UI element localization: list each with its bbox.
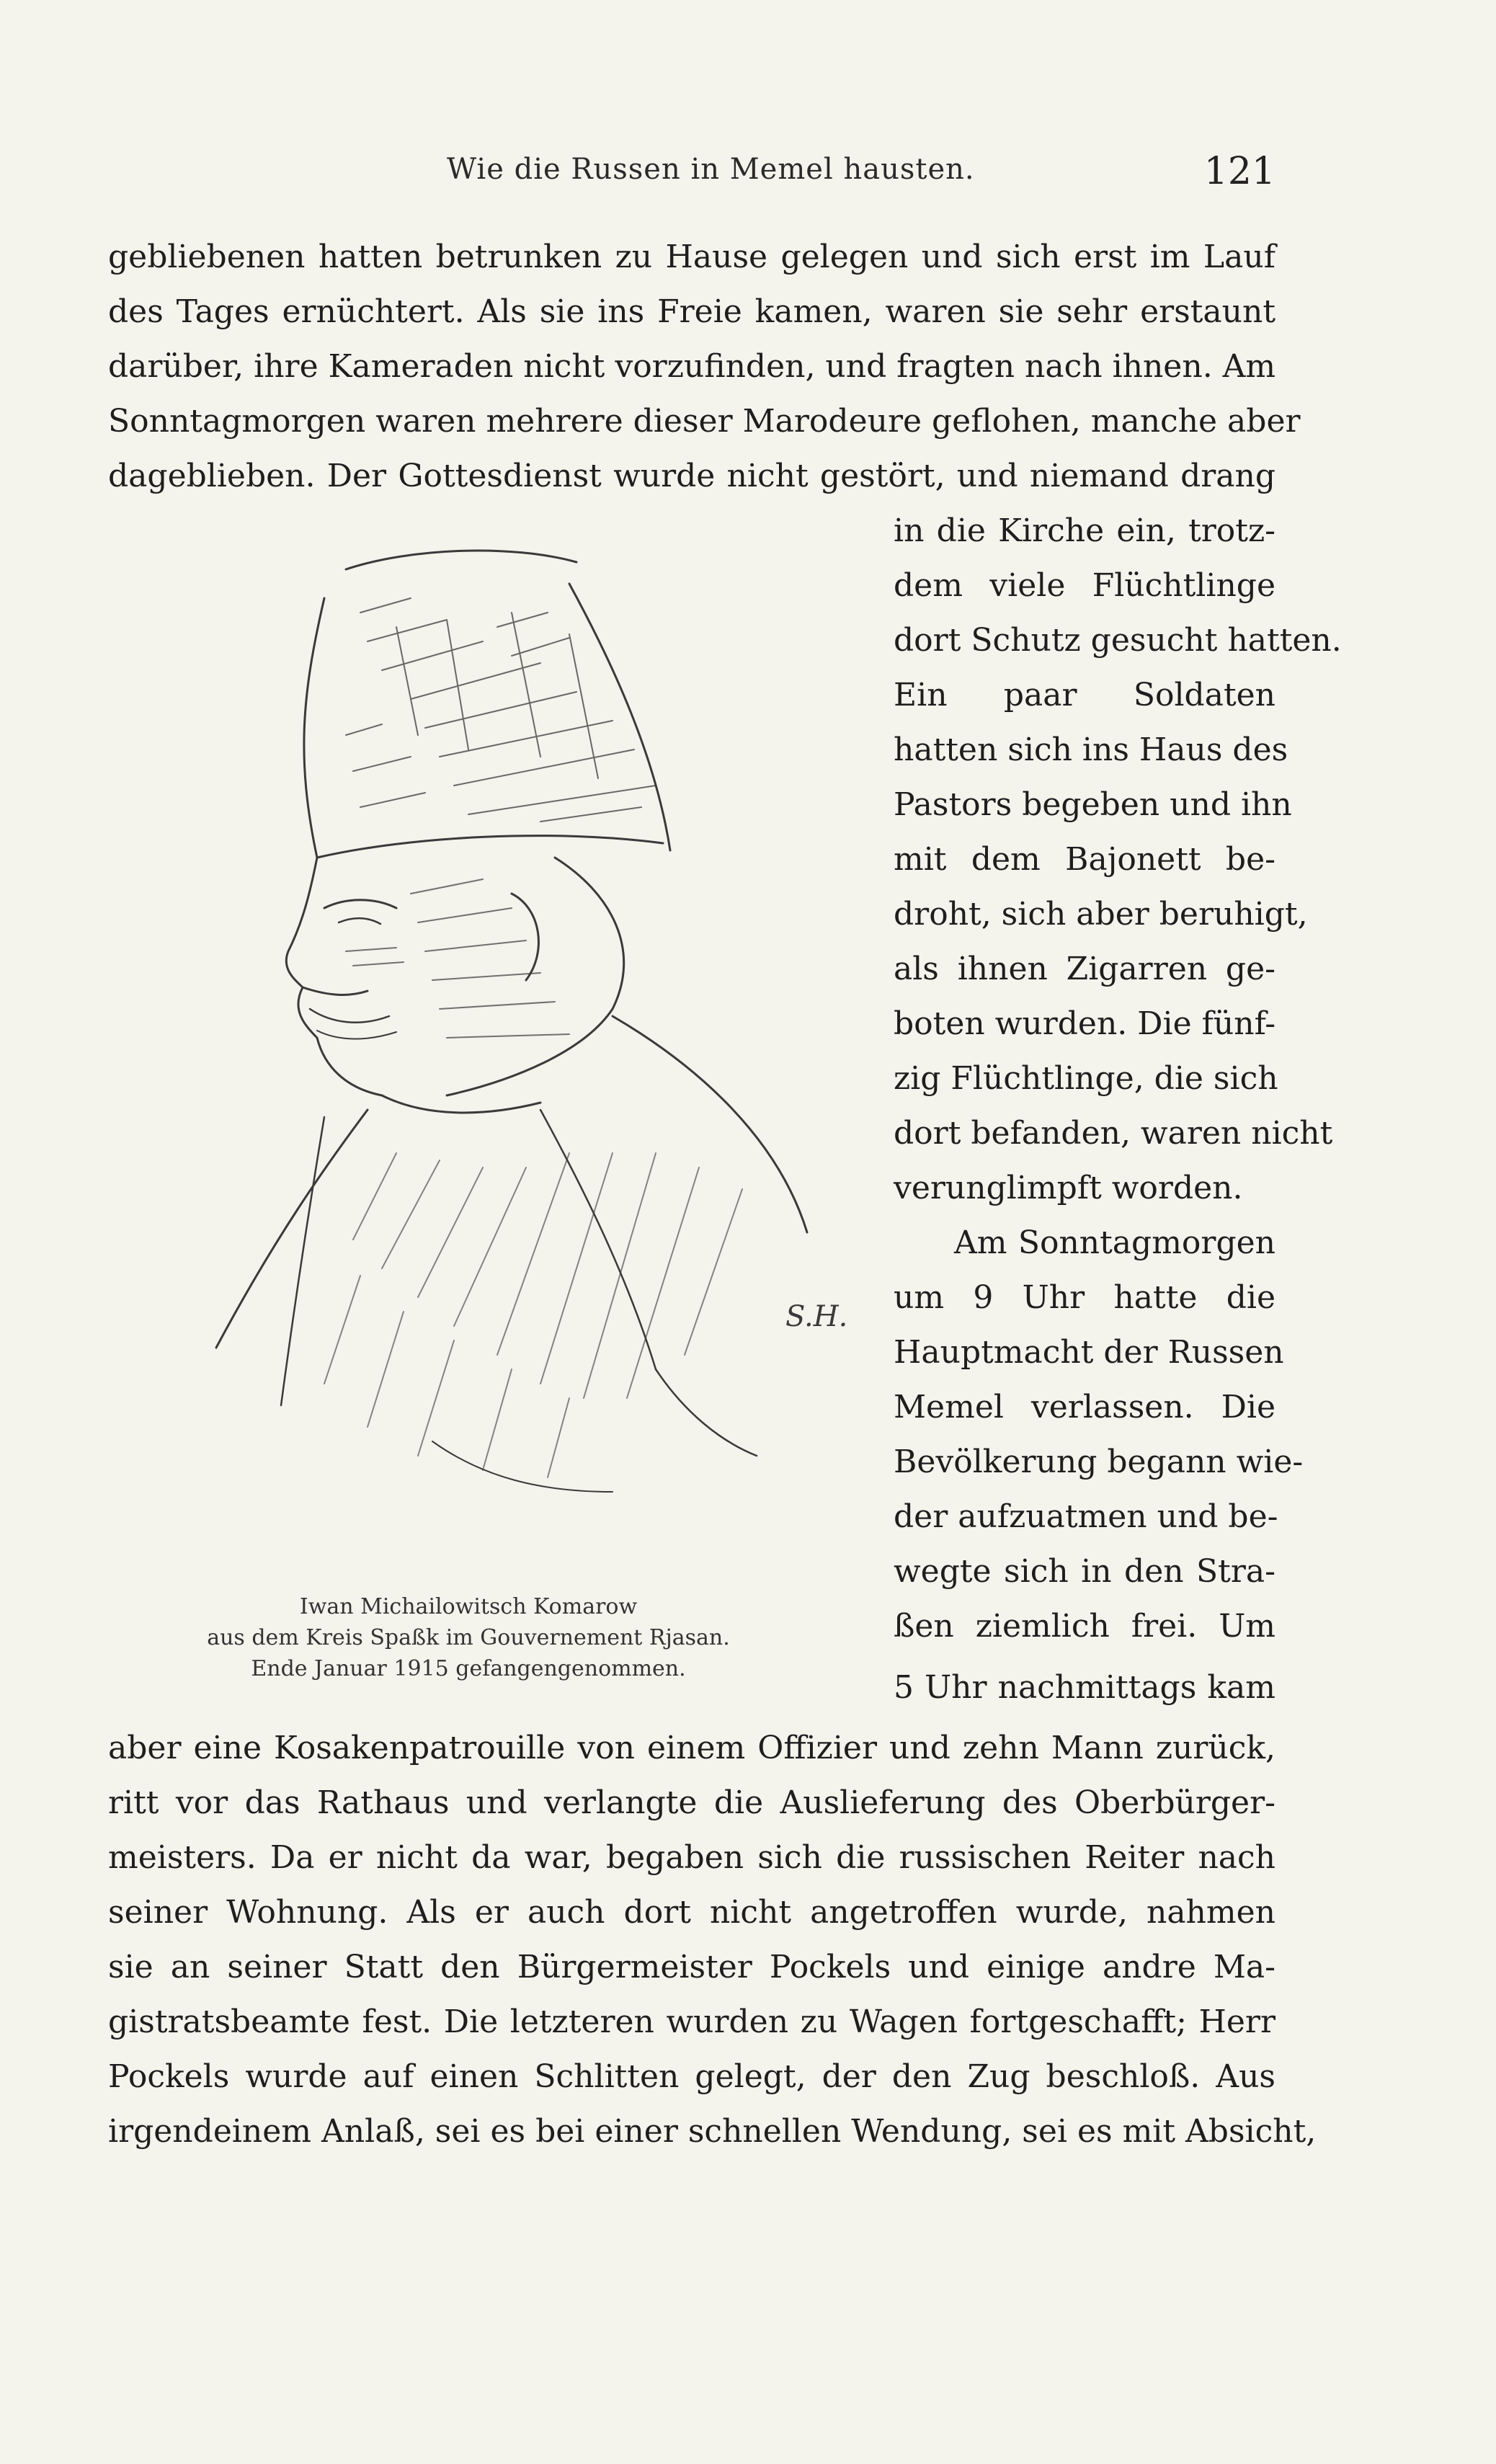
figure-caption-line: aus dem Kreis Spaßk im Gouvernement Rjasan. — [207, 1625, 730, 1650]
text-line: als ihnen Zigarren ge- — [894, 951, 1275, 987]
text-line: mit dem Bajonett be- — [894, 841, 1275, 878]
portrait-sketch-icon — [108, 519, 848, 1585]
text-line: gistratsbeamte fest. Die letzteren wurden zu Wagen fortgeschafft; Herr — [108, 2003, 1275, 2040]
text-line: dem viele Flüchtlinge — [894, 567, 1275, 604]
text-line: in die Kirche ein, trotz- — [894, 512, 1275, 549]
text-line: darüber, ihre Kameraden nicht vorzufinden, und fragten nach ihnen. Am — [108, 348, 1276, 385]
text-line: boten wurden. Die fünf- — [894, 1005, 1276, 1042]
text-line: ßen ziemlich frei. Um — [894, 1608, 1275, 1645]
figure-caption-line: Iwan Michailowitsch Komarow — [299, 1594, 638, 1619]
text-line: meisters. Da er nicht da war, begaben sich die russischen Reiter nach — [108, 1839, 1275, 1876]
text-line: Bevölkerung begann wie- — [894, 1444, 1304, 1480]
text-line: sie an seiner Statt den Bürgermeister Pockels und einige andre Ma- — [108, 1949, 1275, 1985]
text-line: Pockels wurde auf einen Schlitten gelegt, der den Zug beschloß. Aus — [108, 2058, 1275, 2095]
text-line: dort befanden, waren nicht — [894, 1115, 1333, 1152]
text-line: Ein paar Soldaten — [894, 677, 1275, 713]
text-line: des Tages ernüchtert. Als sie ins Freie kamen, waren sie sehr erstaunt — [108, 293, 1275, 330]
text-line: Hauptmacht der Russen — [894, 1334, 1284, 1371]
text-line: aber eine Kosakenpatrouille von einem Offizier und zehn Mann zurück, — [108, 1730, 1275, 1766]
text-line: hatten sich ins Haus des — [894, 731, 1288, 768]
text-line: um 9 Uhr hatte die — [894, 1279, 1275, 1316]
text-line: 5 Uhr nachmittags kam — [894, 1669, 1275, 1706]
text-line: der aufzuatmen und be- — [894, 1498, 1278, 1535]
text-line: ritt vor das Rathaus und verlangte die Auslieferung des Oberbürger- — [108, 1784, 1275, 1821]
text-line: Am Sonntagmorgen — [954, 1224, 1275, 1261]
text-line: Memel verlassen. Die — [894, 1389, 1275, 1426]
text-line: seiner Wohnung. Als er auch dort nicht angetroffen wurde, nahmen — [108, 1894, 1275, 1931]
running-title: Wie die Russen in Memel hausten. — [447, 153, 975, 186]
figure-caption-line: Ende Januar 1915 gefangengenommen. — [251, 1656, 686, 1681]
text-line: Sonntagmorgen waren mehrere dieser Marodeure geflohen, manche aber — [108, 403, 1301, 440]
text-line: zig Flüchtlinge, die sich — [894, 1060, 1278, 1097]
text-line: gebliebenen hatten betrunken zu Hause gelegen und sich erst im Lauf — [108, 239, 1275, 275]
text-line: irgendeinem Anlaß, sei es bei einer schnellen Wendung, sei es mit Absicht, — [108, 2113, 1317, 2150]
text-line: dort Schutz gesucht hatten. — [894, 622, 1342, 659]
text-line: verunglimpft worden. — [894, 1170, 1243, 1206]
text-line: droht, sich aber beruhigt, — [894, 896, 1308, 933]
page-number: 121 — [1203, 150, 1275, 193]
artist-signature: S.H. — [785, 1300, 848, 1333]
text-line: Pastors begeben und ihn — [894, 786, 1292, 823]
text-line: dageblieben. Der Gottesdienst wurde nicht gestört, und niemand drang — [108, 458, 1275, 494]
text-line: wegte sich in den Stra- — [894, 1553, 1275, 1590]
